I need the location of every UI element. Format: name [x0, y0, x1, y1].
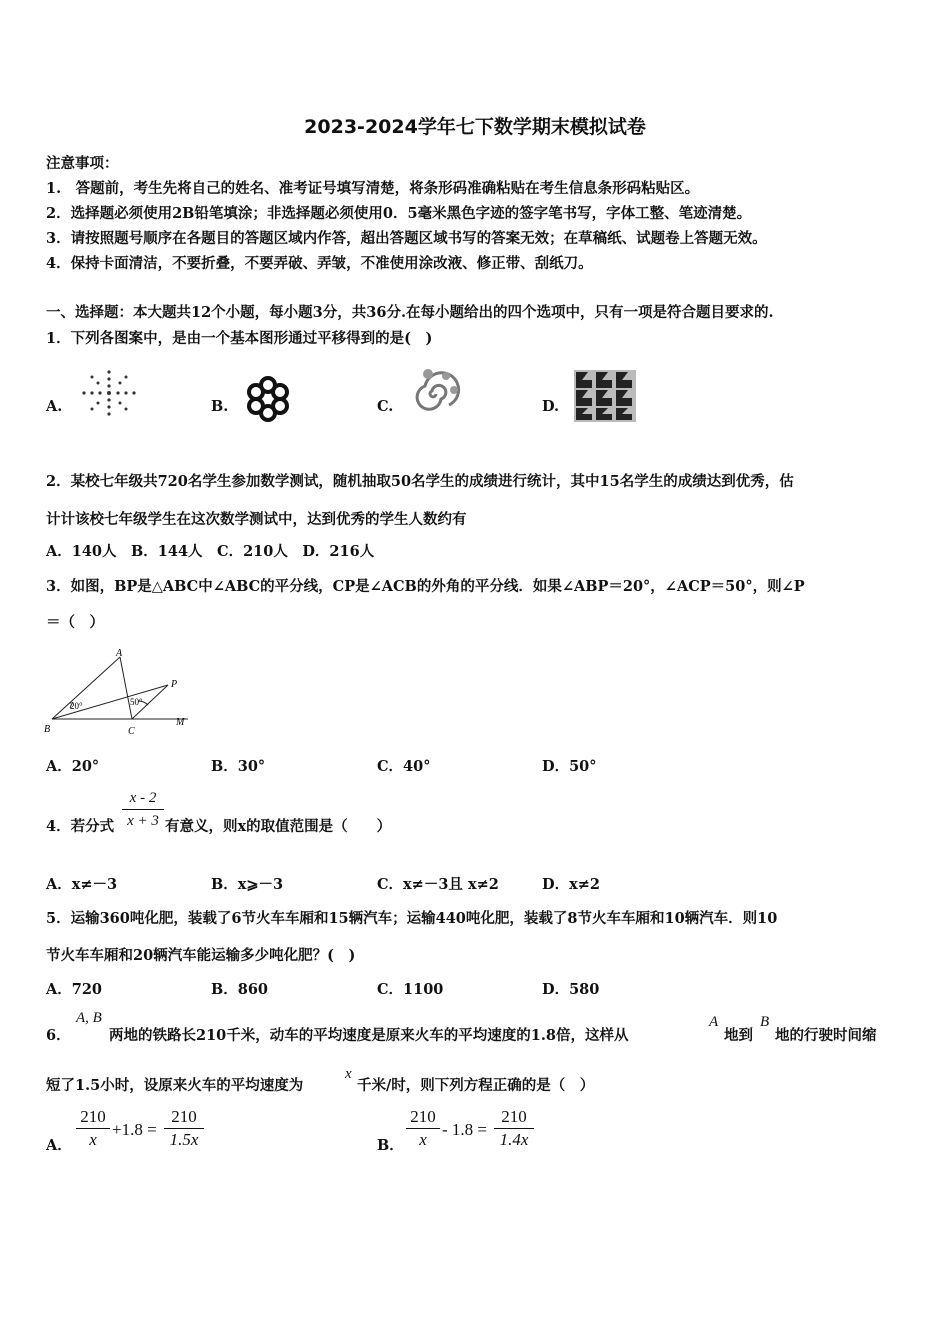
q5-stem-line1: 5．运输360吨化肥，装载了6节火车车厢和15辆汽车；运输440吨化肥，装载了8节火车车厢和10辆汽车．则10 [46, 910, 778, 927]
notice-item-4: 4．保持卡面清洁，不要折叠，不要弄破、弄皱，不准使用涂改液、修正带、刮纸刀。 [46, 255, 593, 272]
q1-figure-a [76, 366, 142, 420]
q3-triangle-figure [40, 645, 200, 740]
q6-stem-part3: 地的行驶时间缩 [775, 1027, 877, 1044]
angle-abp-label: 20° [70, 701, 83, 711]
q6-option-a-label: A． [46, 1137, 72, 1154]
q6-stem-part1: 两地的铁路长210千米，动车的平均速度是原来火车的平均速度的1.8倍，这样从 [109, 1027, 629, 1044]
q5-stem-line2: 节火车车厢和20辆汽车能运输多少吨化肥？( ) [46, 947, 356, 964]
q6-stem-line2a: 短了1.5小时，设原来火车的平均速度为 [46, 1077, 304, 1094]
q6-point-a: A [709, 1014, 719, 1030]
notice-item-3: 3．请按照题号顺序在各题目的答题区域内作答，超出答题区域书写的答案无效；在草稿纸、试题卷上答题无效。 [46, 230, 767, 247]
section-heading: 一、选择题：本大题共12个小题，每小题3分，共36分.在每小题给出的四个选项中，只有一项是符合题目要求的. [46, 304, 774, 321]
q4-suffix: 有意义，则x的取值范围是（ ） [165, 818, 392, 835]
q4-fraction-numerator: x - 2 [129, 790, 157, 806]
q6-number: 6． [46, 1027, 71, 1044]
notice-heading: 注意事项： [46, 155, 119, 172]
q4-option-b: B．x⩾－3 [211, 876, 284, 893]
label-a: A [116, 648, 123, 659]
q1-option-b: B. [211, 398, 229, 415]
notice-item-1: 1. 答题前，考生先将自己的姓名、准考证号填写清楚，将条形码准确粘贴在考生信息条形码粘贴区。 [46, 180, 700, 197]
q4-prefix: 4．若分式 [46, 818, 115, 835]
q5-option-a: A．720 [46, 981, 103, 998]
q5-option-d: D．580 [542, 981, 600, 998]
q6-option-b-operator: - 1.8 = [442, 1120, 487, 1139]
q1-option-c: C. [377, 398, 394, 415]
q1-stem: 1．下列各图案中，是由一个基本图形通过平移得到的是( ) [46, 330, 433, 347]
label-c: C [128, 726, 135, 737]
q6-point-b: B [760, 1014, 770, 1030]
angle-acp-label: 50° [130, 697, 143, 707]
q1-option-a: A. [46, 398, 63, 415]
q6-option-a-fraction2: 210 1.5x [164, 1107, 204, 1150]
q6-option-a-fraction1: 210 x [76, 1107, 110, 1150]
q6-option-b-label: B． [377, 1137, 404, 1154]
page-title: 2023-2024学年七下数学期末模拟试卷 [304, 116, 646, 138]
q1-option-d: D. [542, 398, 560, 415]
q3-option-b: B．30° [211, 758, 266, 775]
q6-option-b-fraction1: 210 x [406, 1107, 440, 1150]
q1-figure-d [572, 368, 638, 424]
q3-stem-line1: 3．如图，BP是△ABC中∠ABC的平分线，CP是∠ACB的外角的平分线．如果∠ABP＝20°，∠ACP＝50°，则∠P [46, 578, 805, 595]
notice-item-2: 2．选择题必须使用2B铅笔填涂；非选择题必须使用0．5毫米黑色字迹的签字笔书写，字体工整、笔迹清楚。 [46, 205, 752, 222]
q3-option-a: A．20° [46, 758, 100, 775]
label-b: B [44, 724, 51, 735]
q2-stem-line1: 2．某校七年级共720名学生参加数学测试，随机抽取50名学生的成绩进行统计，其中15名学生的成绩达到优秀，估 [46, 473, 794, 490]
q5-option-c: C．1100 [377, 981, 444, 998]
q6-stem-part2: 地到 [724, 1027, 753, 1044]
q1-figure-c [408, 368, 464, 420]
q6-points-ab: A, B [76, 1010, 102, 1026]
q4-fraction [122, 788, 164, 831]
q3-option-c: C．40° [377, 758, 431, 775]
q6-variable-x: x [345, 1066, 352, 1082]
q6-option-b-fraction2: 210 1.4x [494, 1107, 534, 1150]
q6-option-a-operator: +1.8 = [112, 1120, 157, 1139]
q2-stem-line2: 计计该校七年级学生在这次数学测试中，达到优秀的学生人数约有 [46, 511, 467, 528]
q3-stem-line2: ＝（ ） [46, 614, 104, 631]
q4-fraction-denominator: x + 3 [127, 813, 159, 829]
q4-option-c: C．x≠－3且 x≠2 [377, 876, 499, 893]
q4-option-d: D．x≠2 [542, 876, 600, 893]
q1-figure-b [238, 373, 298, 425]
q5-option-b: B．860 [211, 981, 269, 998]
label-p: P [171, 679, 178, 690]
label-m: M [176, 717, 185, 728]
q6-stem-line2b: 千米/时，则下列方程正确的是（ ） [357, 1077, 595, 1094]
q2-options: A．140人 B．144人 C．210人 D．216人 [46, 543, 375, 560]
q3-option-d: D．50° [542, 758, 597, 775]
q4-option-a: A．x≠－3 [46, 876, 118, 893]
